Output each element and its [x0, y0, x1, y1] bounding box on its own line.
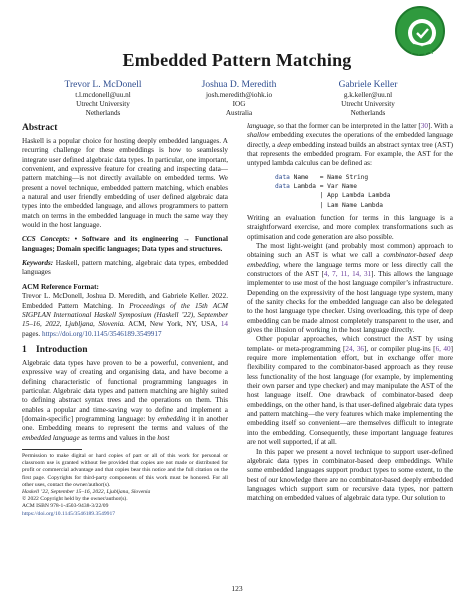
- left-column: [22, 122, 228, 518]
- code-block: [275, 173, 453, 210]
- right-column: [247, 122, 453, 504]
- citation-link[interactable]: 6, 40: [435, 344, 451, 353]
- text: ]. With a: [427, 122, 453, 130]
- code-text: Name = Name String: [289, 173, 369, 181]
- reference-authors: Trevor L. McDonell, Joshua D. Meredith, and Gabriele Keller. 2022. Embedded Pattern Matching. In: [22, 292, 228, 310]
- keywords-label: Keywords:: [22, 259, 54, 268]
- reference-pages: 14: [220, 320, 228, 329]
- body-paragraph: [247, 242, 453, 335]
- intro-emphasis: host: [157, 433, 170, 442]
- reference-publisher: ACM, New York, NY, USA,: [128, 320, 218, 329]
- body-paragraph: [247, 122, 453, 169]
- footnote: [22, 453, 228, 518]
- code-text: | App Lambda Lambda: [275, 192, 391, 200]
- body-paragraph: Writing an evaluation function for terms in this language is a straightforward exercise, and more complex transformations such as optimisation and code generation are also possible.: [247, 213, 453, 241]
- acm-reference: [22, 283, 228, 339]
- body-paragraph: In this paper we present a novel technique to support user-defined algebraic data types in combinator-based deep embeddings. While some embedded languages support product types to some extent, to the best of our knowledge there are no combinator-based deeply embedded languages which support sum or recursive data types, nor pattern matching on embedded values of algebraic data type. Our solution to: [247, 447, 453, 503]
- body-paragraph: [247, 335, 453, 447]
- paper-title: Embedded Pattern Matching: [122, 50, 352, 70]
- author-3: [313, 79, 423, 118]
- author-name: Joshua D. Meredith: [201, 80, 277, 90]
- footnote-venue-text: Haskell ’22, September 15–16, 2022, Ljubljana, Slovenia: [22, 488, 151, 495]
- code-text: | Lam Name Lambda: [275, 201, 384, 209]
- permission-notice: Permission to make digital or hard copies of part or all of this work for personal or classroom use is granted without fee provided that copies are not made or distributed for profit or commercial advantage and that copies bear this notice and the full citation on the first page. Copyrights for third-party components of this work must be honored. For all other uses, contact the owner/author(s).: [22, 452, 228, 488]
- emphasis: deep: [277, 140, 291, 149]
- keywords: [22, 259, 228, 278]
- emphasis: combinator-based deep embedding: [247, 251, 454, 269]
- section-number: 1: [22, 344, 27, 355]
- keywords-text: Haskell, pattern matching, algebraic data types, embedded languages: [22, 259, 229, 277]
- intro-text: it in another one. Embedding means to represent the terms and values of the: [22, 414, 229, 433]
- text: ]. This allows the language implementer to use most of the host language compiler’s infrastructure. Depending on the expressivity of the host language type system, many of the sanity checks for the embedded language can also be delegated to the host language type checker. Using overloading, this type of deep embedding can be made almost completely transparent to the user, and gives the illusion of working in the host language directly.: [247, 269, 454, 335]
- author-affiliation: IOG: [232, 100, 246, 108]
- reference-heading: ACM Reference Format:: [22, 282, 99, 291]
- text: , so that the former can be interpreted in the latter [: [273, 122, 421, 130]
- emphasis: language: [247, 122, 274, 130]
- section-title: Introduction: [36, 344, 88, 355]
- text: The most light-weight (and probably most common) approach to obtaining such an AST is what we call a: [247, 241, 453, 260]
- author-1: [48, 79, 158, 118]
- footnote-isbn: ACM ISBN 978-1-4503-9438-3/22/09: [22, 503, 109, 510]
- footnote-rule: [22, 449, 82, 450]
- code-keyword: data: [275, 183, 290, 191]
- abstract-heading: Abstract: [22, 123, 58, 133]
- section-heading-intro: [22, 344, 228, 356]
- reference-pages-suffix: pages.: [22, 329, 41, 338]
- artifacts-badge: [395, 6, 445, 56]
- code-text: Lambda = Var Name: [289, 183, 357, 191]
- author-affiliation: Utrecht University: [341, 100, 395, 108]
- author-affiliation: Utrecht University: [76, 100, 130, 108]
- ccs-label: CCS Concepts:: [22, 235, 70, 244]
- author-email: t.l.mcdonell@uu.nl: [75, 91, 131, 99]
- text: ] require more implementation effort, but in exchange offer more flexibility compared to the combinator-based approach as they reuse less functionality of the host language (for example, by implementing their own parser and type checker) and may manipulate the AST of the host language itself. One drawback of combinator-based deep embeddings, on the other hand, is that user-defined algebraic data types and pattern matching—the very features which make implementing the embedding itself so convenient—are themselves difficult to integrate into the embedding. Consequently, these important language features are not well supported, if at all.: [247, 344, 454, 447]
- abstract-text: Haskell is a popular choice for hosting deeply embedded languages. A recurring challenge for these embeddings is how to seamlessly integrate user defined algebraic data types. In particular, one important, convenient, and expressive feature for creating and inspecting data—pattern matching—is not directly available on embedded terms. We present a novel technique, embedded pattern matching, which enables a natural and user friendly embedding of user defined algebraic data types into the embedded language, and allows programmers to pattern match on terms in the embedded language in much the same way they would in the host language.: [22, 137, 228, 230]
- author-name: Trevor L. McDonell: [64, 80, 142, 90]
- author-country: Netherlands: [85, 109, 121, 117]
- author-email: josh.meredith@iohk.io: [205, 91, 273, 99]
- citation-link[interactable]: 24, 36: [345, 344, 365, 353]
- reference-doi-link[interactable]: https://doi.org/10.1145/3546189.3549917: [41, 329, 162, 338]
- intro-paragraph: [22, 359, 228, 443]
- emphasis: shallow: [247, 131, 270, 140]
- intro-text: as terms and values in the: [81, 433, 156, 442]
- text: , where the language terms more or less directly call the constructors of the AST [: [247, 260, 453, 278]
- footnote-copyright: © 2022 Copyright held by the owner/author(s).: [22, 496, 128, 503]
- footnote-doi-link[interactable]: https://doi.org/10.1145/3546189.3549917: [22, 510, 116, 517]
- text: embedding instead builds an abstract syntax tree (AST) that represents the embedded program. For example, the AST for the untyped lambda calculus can be defined as:: [247, 140, 453, 168]
- author-country: Australia: [225, 109, 253, 117]
- page-number: 123: [231, 584, 243, 593]
- ccs-concepts: [22, 235, 228, 254]
- citation-link[interactable]: 4, 7, 11, 14, 31: [323, 269, 372, 278]
- intro-emphasis: embedding: [157, 414, 190, 423]
- author-name: Gabriele Keller: [338, 80, 398, 90]
- text: embedding executes the operations of the embedded language directly, a: [247, 131, 453, 149]
- ccs-text: • Software and its engineering → Functional languages; Domain specific languages; Data types and structures.: [22, 235, 228, 253]
- reference-venue: Proceedings of the 15th ACM SIGPLAN International Haskell Symposium (Haskell ’22), September 15–16, 2022, Ljubljana, Slovenia.: [22, 301, 228, 329]
- author-country: Netherlands: [350, 109, 386, 117]
- citation-link[interactable]: 30: [420, 122, 428, 130]
- code-keyword: data: [275, 173, 290, 181]
- intro-emphasis: embedded language: [22, 433, 80, 442]
- author-2: [179, 79, 299, 118]
- text: Other popular approaches, which construct the AST by using template- or meta-programming [: [247, 335, 453, 353]
- intro-text: Algebraic data types have proven to be a powerful, convenient, and expressive way of creating and organising data, and have become a defining characteristic of functional programming languages in particular. Algebraic data types and pattern matching are highly suited to defining abstract syntax trees and the operations on them. This enables a popular and time-saving way to define and implement a [domain-specific] programming language: by: [22, 358, 228, 423]
- text: ], or compiler plug-ins [: [364, 344, 436, 353]
- author-email: g.k.keller@uu.nl: [343, 91, 393, 99]
